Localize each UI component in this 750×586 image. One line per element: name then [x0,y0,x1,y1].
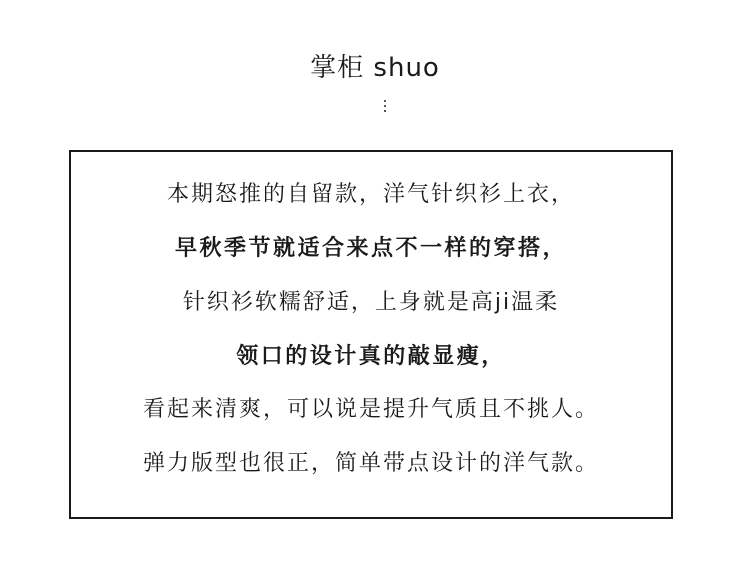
content-line-3: 针织衫软糯舒适，上身就是高ji温柔 [182,290,560,315]
header-title: 掌柜 shuo [310,53,440,83]
content-box [69,150,673,519]
content-line-5: 看起来清爽，可以说是提升气质且不挑人。 [142,397,599,422]
content-line-1: 本期怒推的自留款，洋气针织衫上衣， [166,182,575,207]
content-line-4: 领口的设计真的敲显瘦， [236,344,506,369]
content-line-2: 早秋季节就适合来点不一样的穿搭， [174,236,567,261]
vertical-ellipsis-icon [383,100,387,116]
content-line-6: 弹力版型也很正，简单带点设计的洋气款。 [142,451,599,476]
